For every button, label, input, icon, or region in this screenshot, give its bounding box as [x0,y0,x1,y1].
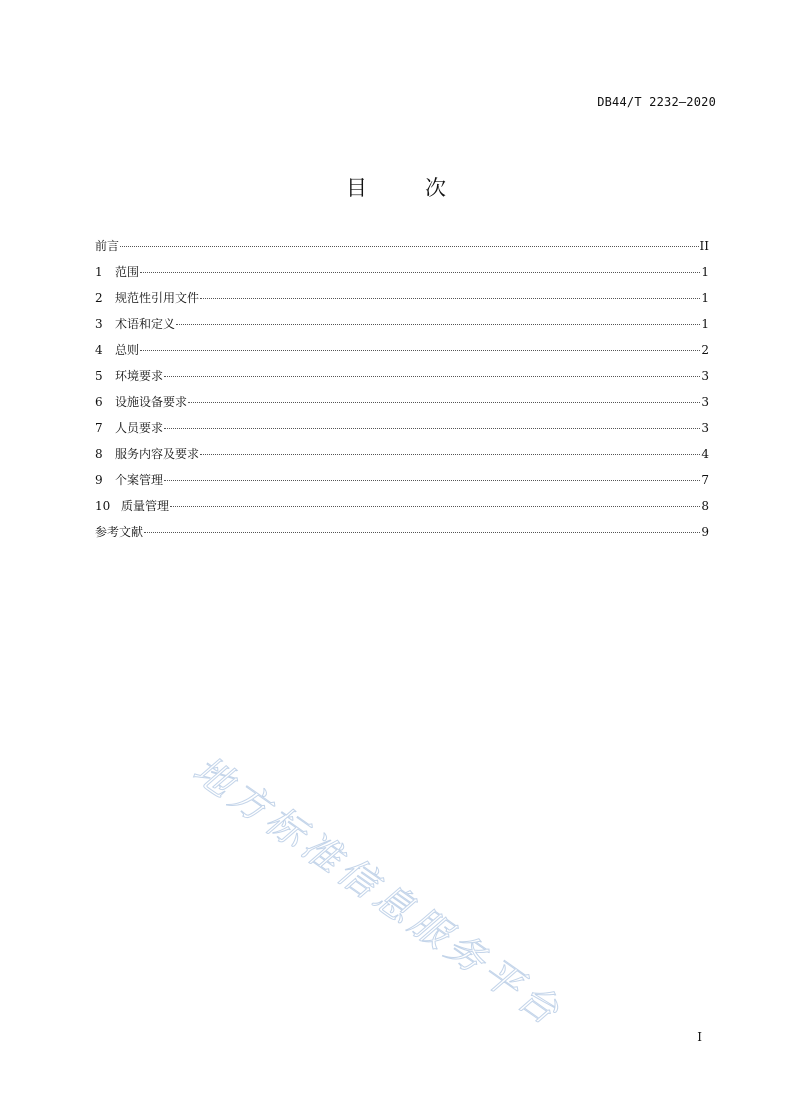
toc-label: 术语和定义 [115,317,176,331]
page-title [0,172,792,202]
watermark: 地方标准信息服务平台 [185,747,572,1036]
toc-number: 8 [95,447,103,461]
toc-label: 设施设备要求 [115,395,188,409]
toc-page-number: 8 [701,499,709,513]
toc-label: 范围 [115,265,140,279]
toc-page-number: 1 [701,317,709,331]
toc-number: 9 [95,473,103,487]
toc-number: 7 [95,421,103,435]
toc-entry-2[interactable] [95,289,709,315]
toc-entry-1[interactable] [95,263,709,289]
toc-leader-dots [164,376,700,377]
toc-page-number: II [699,239,709,253]
toc-page-number: 9 [701,525,709,539]
toc-page-number: 3 [701,421,709,435]
toc-entry-10[interactable] [95,497,709,523]
toc-leader-dots [140,272,700,273]
toc-page-number: 7 [701,473,709,487]
toc-number: 3 [95,317,103,331]
toc-page-number: 2 [701,343,709,357]
title-char-1: 目 [346,176,367,200]
toc-leader-dots [144,532,700,533]
table-of-contents [95,237,709,549]
toc-label: 总则 [115,343,140,357]
toc-label: 人员要求 [115,421,164,435]
toc-number: 2 [95,291,103,305]
toc-leader-dots [200,298,700,299]
toc-page-number: 1 [701,265,709,279]
toc-number: 4 [95,343,103,357]
toc-entry-9[interactable] [95,471,709,497]
toc-leader-dots [164,480,700,481]
toc-label: 个案管理 [115,473,164,487]
toc-leader-dots [176,324,700,325]
toc-page-number: 1 [701,291,709,305]
toc-label: 规范性引用文件 [115,291,200,305]
toc-leader-dots [140,350,700,351]
toc-label: 环境要求 [115,369,164,383]
toc-leader-dots [188,402,700,403]
toc-page-number: 3 [701,369,709,383]
toc-entry-6[interactable] [95,393,709,419]
toc-number: 6 [95,395,103,409]
toc-leader-dots [200,454,700,455]
toc-page-number: 3 [701,395,709,409]
toc-entry-references[interactable] [95,523,709,549]
toc-entry-3[interactable] [95,315,709,341]
toc-entry-4[interactable] [95,341,709,367]
toc-number: 10 [95,499,111,513]
toc-label: 前言 [95,239,120,253]
toc-leader-dots [170,506,700,507]
toc-entry-7[interactable] [95,419,709,445]
title-char-2: 次 [425,176,446,200]
standard-code: DB44/T 2232—2020 [597,95,716,109]
toc-label: 参考文献 [95,525,144,539]
toc-entry-5[interactable] [95,367,709,393]
toc-number: 1 [95,265,103,279]
toc-number: 5 [95,369,103,383]
toc-page-number: 4 [701,447,709,461]
toc-label: 质量管理 [121,499,170,513]
toc-entry-foreword[interactable] [95,237,709,263]
toc-leader-dots [164,428,700,429]
toc-label: 服务内容及要求 [115,447,200,461]
toc-leader-dots [120,246,699,247]
page-number: I [697,1030,702,1044]
toc-entry-8[interactable] [95,445,709,471]
